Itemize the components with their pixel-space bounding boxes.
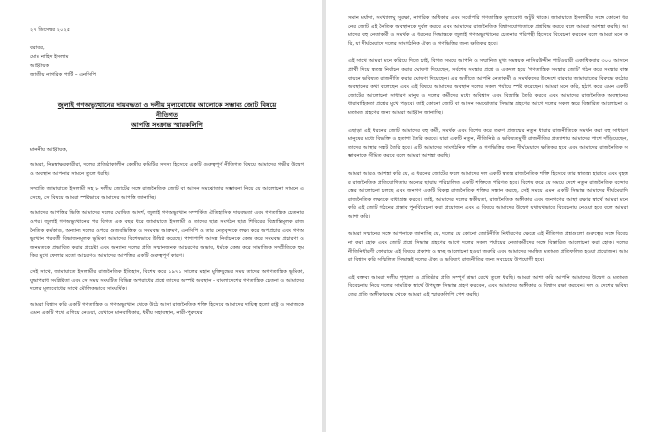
document-page-left [0,0,322,432]
paragraph: সমান মর্যাদা, সংখ্যালঘু সুরক্ষা, নাগরিক অধিকার এবং সর্বোপরি গণতান্ত্রিক মূল্যবোধ অটুট থাকে। জামায়াতে ইসলামীর সঙ্গে কোনো ধরনের জোট এই নৈতিক অবস্থানকে দুর্বল করবে এবং আমাদের রাজনৈতিক বিশ্বাসযোগ্যতাকে প্রশ্নবিদ্ধ করবে বলে আমরা আশঙ্কা করছি। আমাদের বহু নেতাকর্মী ও সমর্থক এ ধরনের সিদ্ধান্তকে জুলাই গণঅভ্যুত্থানের চেতনার পরিপন্থী হিসেবে বিবেচনা করবেন বলে আমরা মনে করি, যা দীর্ঘমেয়াদে দলের সাংগঠনিক ঐক্য ও গণভিত্তির জন্য ক্ষতিকর হবে। [348,15,628,47]
recipient-to: বরাবর, [30,45,45,51]
paragraph: এই সাথে আমরা মনে করিয়ে দিতে চাই, বিগত সময়ে আপনি ও সম্মানিত মুখ্য সমন্বয়ক নাসিরউদ্দীন পাটওয়ারী একাধিকবার ৩০০ আসনে প্রার্থী দিয়ে স্বতন্ত্র নির্বাচন করার ঘোষণা দিয়েছেন, সর্বশেষ সংস্কার প্রশ্নে ও একদল হয়ে 'গণতান্ত্রিক সংস্কার জোট' গঠন করে সংস্কার বাস্তবায়নে ভবিষ্যত রাজনীতি করার ঘোষণা দিয়েছেন। এর অতীতে আপনি নেতাকর্মী ও সমর্থকদের উদ্দেশে বারবার জামায়াতের বিরুদ্ধে কঠোর অবস্থানের কথা বলেছেন এবং এই বিষয়ে আমাদের অবস্থান দলের সকল পর্যায়ে স্পষ্ট করেছেন। আমরা মনে করি, হঠাৎ করে এমন একটি জোটের আলোচনা সাধারণ মানুষ ও দলের কর্মীদের মধ্যে অবিশ্বাস এবং বিভ্রান্তি তৈরি করবে এবং আমাদের রাজনৈতিক অবস্থানের ধারাবাহিকতা প্রশ্নের মুখে পড়বে। তাই কোনো জোট বা আসন সমঝোতার সিদ্ধান্ত গ্রহণের আগে দলের সকল স্তরে বিস্তারিত আলোচনা ও মতামত গ্রহণের জন্য আমরা আহ্বান জানাচ্ছি। [348,58,628,116]
paragraph: সেই সাথে, জামায়াতে ইসলামীর রাজনৈতিক ইতিহাস, বিশেষ করে ১৯৭১ সালের মহান মুক্তিযুদ্ধের সময় তাদের অগণতান্ত্রিক ভূমিকা, যুদ্ধাপরাধ সংশ্লিষ্টতা এবং সে সময় সংঘটিত বিভিন্ন অপরাধের প্রশ্নে তাদের অস্পষ্ট অবস্থান - বাংলাদেশের গণতান্ত্রিক চেতনা ও আমাদের দলের মূল্যবোধের সাথে মৌলিকভাবে সাংঘর্ষিক। [30,268,304,293]
letter-date: ২৭ ডিসেম্বর ২০২৫ [30,27,71,33]
paragraph: আমরা বিশ্বাস করি একটি গণতান্ত্রিক ও গণঅভ্যুত্থান থেকে উঠে আসা রাজনৈতিক শক্তি হিসেবে আমাদের দায়িত্ব হলো রাষ্ট্র ও সমাজকে এমন একটি পথে এগিয়ে নেওয়া, যেখানে মানবাধিকার, ধর্মীয় সহাবস্থান, নারী-পুরুষের [30,301,304,317]
document-page-right [326,0,648,432]
paragraph: এছাড়া এই ধরনের জোট আমাদের বহু কর্মী, সমর্থক এবং বিশেষ করে তরুণ প্রজন্মের নতুন ধারার রাজনীতিকে সমর্থন করা বহু সাধারণ মানুষের মধ্যে বিভক্তি ও হতাশা তৈরি করবে। যারা একটি নতুন, নীতিনিষ্ঠ ও ভবিষ্যতমুখী রাজনীতির প্রত্যাশায় আমাদের পাশে দাঁড়িয়েছেন, তাদের আস্থার সঙ্কট তৈরি হবে। এটি আমাদের সাংগঠনিক শক্তি ও গণভিত্তির জন্য দীর্ঘমেয়াদে ক্ষতিকর হবে এবং আমাদের রাজনৈতিক সম্ভাবনাকে সীমিত করবে বলে আমরা আশঙ্কা করছি। [348,127,628,160]
recipient-title: আহ্বায়ক [30,63,50,69]
paragraph: আমরা সম্মানের সঙ্গে আপনাকে জানাচ্ছি যে, দলের যে কোনো জোটনীতি নির্ধারণের ক্ষেত্রে এই নীতিগত প্রশ্নগুলো গুরুত্বের সঙ্গে বিবেচনা করা হোক এবং জোট প্রশ্নে সিদ্ধান্ত গ্রহণের আগে দলের সকল পর্যায়ের নেতাকর্মীদের সঙ্গে বিস্তারিত আলোচনা করা হোক। দলের নীতিনির্ধারণী ফোরামে এই বিষয়ে প্রকাশ্য ও স্বচ্ছ আলোচনা হওয়া জরুরি এবং আমাদের সমন্বিত মতামত প্রতিফলিত হওয়া প্রয়োজন। আমরা বিশ্বাস করি সম্মিলিত সিদ্ধান্তই দলের ঐক্য ও ভবিষ্যৎ রাজনীতির জন্য সবচেয়ে উপযোগী হবে। [348,231,628,264]
recipient-block [30,44,304,80]
paragraph: সম্প্রতি জামায়াতে ইসলামী সহ ৮ দলীয় জোটের সঙ্গে রাজনৈতিক জোট বা আসন সমঝোতার সম্ভাবনা নিয়ে যে আলোচনা সামনে এসেছে, সে বিষয়ে আমরা স্পষ্টভাবে আমাদের আপত্তি জানাচ্ছি। [30,186,304,201]
paragraph: আমাদের আপত্তির ভিত্তি আমাদের দলের ঘোষিত আদর্শ, জুলাই গণঅভ্যুত্থান সম্পর্কিত ঐতিহাসিক দায়বদ্ধতা এবং গণতান্ত্রিক চেতনার ওপর। জুলাই গণঅভ্যুত্থানের পর বিগত এক বছর ধরে জামায়াতে ইসলামী ও তাদের ছাত্র সংগঠন ছাত্র শিবিরের বিভ্রান্তিমূলক রাজনৈতিক কর্মকাণ্ড, অন্যান্য দলের ওপরে গুজবভিত্তিক ও সংঘবদ্ধ আক্রমণ, এনসিপি ও তার নেতৃবৃন্দকে লক্ষ্য করে অপপ্রচার এবং গণঅভ্যুত্থান পরবর্তী বিভাজনমূলক ভূমিকা আমাদের বিশেষভাবে উদ্বিগ্ন করেছে। পাশাপাশি আসন্ন নির্বাচনকে কেন্দ্র করে সংঘবদ্ধ প্রচারণা ও জনমতকে প্রভাবিত করার প্রচেষ্টা এবং অন্যান্য দলের প্রতি সম্মানজনক আচরণের অভাব, ধর্মকে কেন্দ্র করে সামাজিক সম্প্রীতিকে হুমকির মুখে ফেলার মতো আচরণও আমাদের আপত্তির একটি গুরুত্বপূর্ণ কারণ। [30,210,304,260]
letter-subject [47,100,287,130]
paragraph: এই বক্তব্য আমরা দলীয় শৃঙ্খলা ও প্রতিষ্ঠার প্রতি সম্পূর্ণ শ্রদ্ধা রেখে তুলে ধরছি। আমরা আশা করি আপনি আমাদের উদ্বেগ ও মতামত বিবেচনায় নিয়ে দলের সামগ্রিক স্বার্থে উপযুক্ত সিদ্ধান্ত গ্রহণ করবেন, এবং আমাদের অঙ্গীকার ও বিশ্বাস রক্ষা করবেন। দল ও দেশের ভবিষ্যতের প্রতি অঙ্গীকারবদ্ধ থেকে আমরা এই স্মারকলিপি পেশ করছি। [348,274,628,299]
recipient-org: জাতীয় নাগরিক পার্টি – এনসিপি [30,72,97,78]
salutation: মাননীয় আহ্বায়ক, [30,147,68,153]
recipient-name: মোঃ নাহিদ ইসলাম [30,54,69,60]
subject-line-1: জুলাই গণঅভ্যুত্থানের দায়বদ্ধতা ও দলীয় মূল্যবোধের আলোকে সম্ভাব্য জোট বিষয়ে নীতিগত [57,101,277,119]
paragraph: আমরা আরও আশঙ্কা করি যে, এ ধরনের জোটের ফলে আমাদের দল একটি স্বতন্ত্র রাজনৈতিক শক্তি হিসেবে তার স্বাতন্ত্র্য হারাবে এবং বৃহত্তর রাজনৈতিক প্রতিযোগিতায় অন্যের ছায়ায় পরিচালিত একটি শক্তিতে পরিণত হবে। বিশেষ করে যে সময়ে দেশে নতুন রাজনৈতিক বন্দোবস্তের আলোচনা চলছে এবং জনগণ একটি বিকল্প রাজনৈতিক শক্তির সন্ধান করছে, সেই সময়ে এমন একটি সিদ্ধান্ত আমাদের দীর্ঘমেয়াদি রাজনৈতিক লক্ষ্যকে বাধাগ্রস্ত করবে। তাই, আমাদের দলের স্বকীয়তা, রাজনৈতিক অঙ্গীকার এবং জনগণের আস্থা রক্ষার স্বার্থে আমরা মনে করি এই জোট গঠনের প্রস্তাব পুনর্বিবেচনা করা প্রয়োজন এবং এ বিষয়ে আমাদের উদ্বেগ যথাযথভাবে বিবেচনায় নেওয়া হবে বলে আমরা আশা করি। [348,170,628,220]
subject-line-2: আপত্তি সংক্রান্ত স্মারকলিপি [131,121,203,129]
paragraph: আমরা, নিম্নস্বাক্ষরকারীরা, দলের প্রতিষ্ঠাকালীন কেন্দ্রীয় কমিটির সদস্য হিসেবে একটি গুরুত্বপূর্ণ নীতিগত বিষয়ে আমাদের গভীর উদ্বেগ ও অবস্থান আপনার সামনে তুলে ধরছি। [30,162,304,177]
